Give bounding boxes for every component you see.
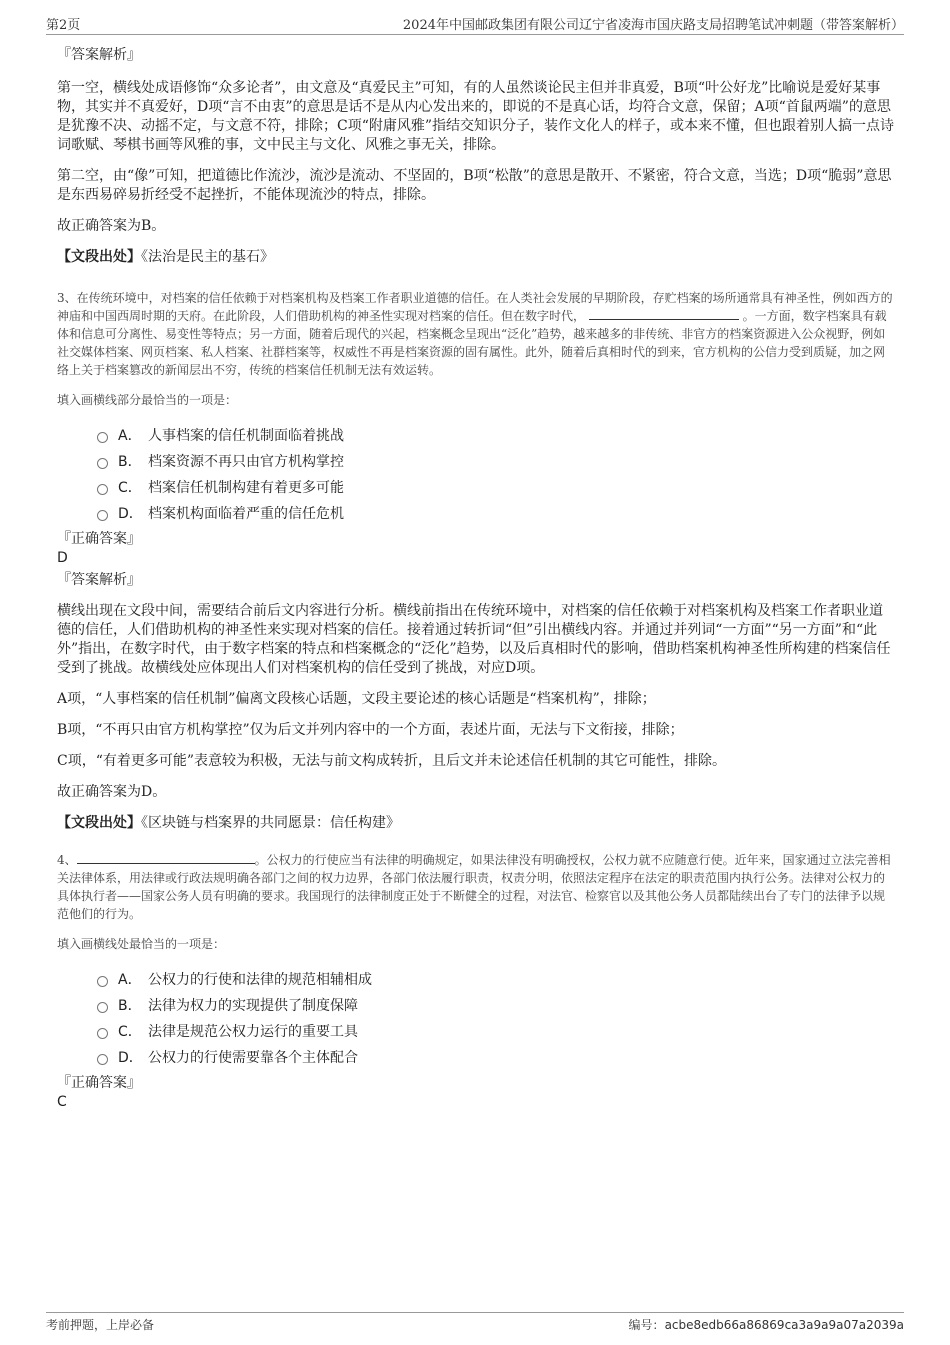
option-letter: D．: [118, 506, 143, 522]
question-3-stem: [57, 289, 895, 379]
footer-code-value: acbe8edb66a86869ca3a9a9a07a2039a: [664, 1318, 904, 1332]
option-d[interactable]: [97, 500, 895, 526]
radio-icon[interactable]: [97, 458, 108, 469]
option-text: 法律是规范公权力运行的重要工具: [148, 1024, 358, 1040]
option-text: 档案资源不再只由官方机构掌控: [148, 454, 344, 470]
correct-answer-title: 『正确答案』: [57, 531, 141, 547]
analysis-title: 『答案解析』: [57, 572, 141, 588]
footer-slogan: 考前押题，上岸必备: [46, 1318, 155, 1332]
analysis-paragraph: A项，“人事档案的信任机制”偏离文段核心话题，文段主要论述的核心话题是“档案机构”，排除；: [57, 691, 656, 707]
page-number: 第2页: [46, 18, 81, 33]
option-text: 公权力的行使和法律的规范相辅相成: [148, 972, 372, 988]
footer-code: [629, 1316, 904, 1333]
page-content: [57, 46, 895, 1115]
question-3-options: [97, 422, 895, 526]
question-4-prompt: 填入画横线处最恰当的一项是：: [57, 937, 226, 951]
correct-answer: C: [57, 1094, 67, 1110]
option-c[interactable]: [97, 474, 895, 500]
radio-icon[interactable]: [97, 510, 108, 521]
radio-icon[interactable]: [97, 484, 108, 495]
radio-icon[interactable]: [97, 1054, 108, 1065]
fill-blank: [589, 307, 739, 320]
option-letter: D．: [118, 1050, 143, 1066]
analysis-paragraph: 第一空，横线处成语修饰“众多论者”，由文意及“真爱民主”可知，有的人虽然谈论民主但并非真爱，B项“叶公好龙”比喻说是爱好某事物，其实并不真爱好，D项“言不由衷”的意思是话不是从内心发出来的，即说的不是真心话，均符合文意，保留；A项“首鼠两端”的意思是犹豫不决、动摇不定，与文意不符，排除；C项“附庸风雅”指结交知识分子，装作文化人的样子，或本来不懂，但也跟着别人搞一点诗词歌赋、琴棋书画等风雅的事，文中民主与文化、风雅之事无关，排除。: [57, 80, 895, 153]
source-title: 《法治是民主的基石》: [141, 249, 274, 265]
analysis-paragraph: 横线出现在文段中间，需要结合前后文内容进行分析。横线前指出在传统环境中，对档案的信任依赖于对档案机构及档案工作者职业道德的信任，人们借助机构的神圣性来实现对档案的信任。接着通过转折词“但”引出横线内容。并通过并列词“一方面”“另一方面”和“此外”指出，在数字时代，由于数字档案的特点和档案概念的“泛化”趋势，以及后真相时代的影响，借助档案机构神圣性所构建的档案信任受到了挑战。故横线处应体现出人们对档案机构的信任受到了挑战，对应D项。: [57, 603, 891, 676]
radio-icon[interactable]: [97, 976, 108, 987]
correct-answer-title: 『正确答案』: [57, 1075, 141, 1091]
source-label: 【文段出处】: [57, 815, 141, 831]
analysis-title-prev: 『答案解析』: [57, 47, 141, 63]
option-a[interactable]: [97, 422, 895, 448]
option-letter: C．: [118, 480, 142, 496]
question-3-text-before: 3、在传统环境中，对档案的信任依赖于对档案机构及档案工作者职业道德的信任。在人类社会发展的早期阶段，存贮档案的场所通常具有神圣性，例如西方的神庙和中国西周时期的天府。在此阶段，人们借助机构的神圣性实现对档案的信任。但在数字时代，: [57, 291, 893, 323]
question-4-number: 4、: [57, 853, 77, 867]
option-b[interactable]: [97, 448, 895, 474]
source-line-prev: [57, 248, 895, 267]
radio-icon[interactable]: [97, 1028, 108, 1039]
option-letter: B．: [118, 998, 142, 1014]
option-letter: C．: [118, 1024, 142, 1040]
source-title: 《区块链与档案界的共同愿景：信任构建》: [141, 815, 400, 831]
analysis-conclusion: 故正确答案为B。: [57, 218, 166, 234]
page-header: [46, 14, 904, 35]
footer-code-label: 编号：: [628, 1318, 665, 1332]
option-d[interactable]: [97, 1044, 895, 1070]
analysis-paragraph: C项，“有着更多可能”表意较为积极，无法与前文构成转折，且后文并未论述信任机制的其它可能性，排除。: [57, 753, 727, 769]
question-3-text-after: 。一方面，数字档案具有载体和信息可分离性、易变性等特点；另一方面，随着后现代的兴起，档案概念呈现出“泛化”趋势，越来越多的非传统、非官方的档案资源进入公众视野，例如社交媒体档案、网页档案、私人档案、社群档案等，权威性不再是档案资源的固有属性。此外，随着后真相时代的到来，官方机构的公信力受到质疑，加之网络上关于档案篡改的新闻层出不穷，传统的档案信任机制无法有效运转。: [57, 309, 887, 377]
option-b[interactable]: [97, 992, 895, 1018]
option-letter: A．: [118, 972, 142, 988]
option-c[interactable]: [97, 1018, 895, 1044]
page-footer: [46, 1312, 904, 1333]
fill-blank: [77, 851, 255, 864]
question-4-text: 。公权力的行使应当有法律的明确规定，如果法律没有明确授权，公权力就不应随意行使。近年来，国家通过立法完善相关法律体系，用法律或行政法规明确各部门之间的权力边界，各部门依法履行职责，权责分明，依照法定程序在法定的职责范围内执行公务。法律对公权力的具体执行者——国家公务人员有明确的要求。我国现行的法律制度正处于不断健全的过程，对法官、检察官以及其他公务人员都陆续出台了专门的法律予以规范他们的行为。: [57, 853, 891, 921]
correct-answer: D: [57, 550, 68, 566]
radio-icon[interactable]: [97, 1002, 108, 1013]
option-text: 档案信任机制构建有着更多可能: [148, 480, 344, 496]
question-4-stem: [57, 851, 895, 923]
document-title: 2024年中国邮政集团有限公司辽宁省凌海市国庆路支局招聘笔试冲刺题（带答案解析）: [402, 18, 904, 33]
radio-icon[interactable]: [97, 432, 108, 443]
analysis-paragraph: 第二空，由“像”可知，把道德比作流沙，流沙是流动、不坚固的，B项“松散”的意思是散开、不紧密，符合文意，当选；D项“脆弱”意思是东西易碎易折经受不起挫折，不能体现流沙的特点，排除。: [57, 168, 892, 203]
option-text: 公权力的行使需要靠各个主体配合: [148, 1050, 358, 1066]
option-text: 法律为权力的实现提供了制度保障: [148, 998, 358, 1014]
analysis-conclusion: 故正确答案为D。: [57, 784, 167, 800]
option-text: 人事档案的信任机制面临着挑战: [148, 428, 344, 444]
analysis-paragraph: B项，“不再只由官方机构掌控”仅为后文并列内容中的一个方面，表述片面，无法与下文衔接，排除；: [57, 722, 684, 738]
option-text: 档案机构面临着严重的信任危机: [148, 506, 344, 522]
question-3-prompt: 填入画横线部分最恰当的一项是：: [57, 393, 238, 407]
question-4-options: [97, 966, 895, 1070]
option-letter: B．: [118, 454, 142, 470]
source-label: 【文段出处】: [57, 249, 141, 265]
source-line: [57, 814, 895, 833]
option-letter: A．: [118, 428, 142, 444]
option-a[interactable]: [97, 966, 895, 992]
